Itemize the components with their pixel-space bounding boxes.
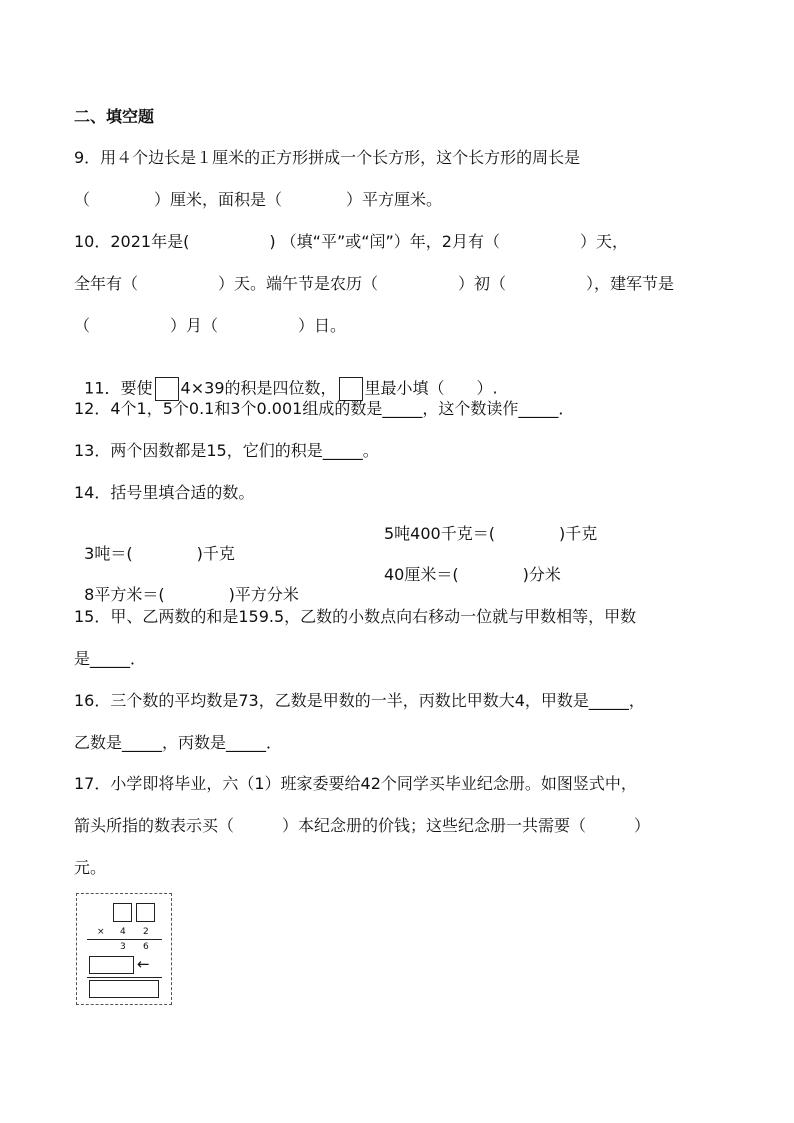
partial-product-digit: 3 xyxy=(120,942,126,952)
question-16-line-2: 乙数是_____，丙数是_____． xyxy=(74,733,283,752)
question-17-line-3: 元。 xyxy=(74,858,107,877)
sum-rule xyxy=(87,977,162,978)
question-16-line-1: 16．三个数的平均数是73，乙数是甲数的一半，丙数比甲数大4，甲数是_____， xyxy=(74,691,645,710)
partial-product-digit: 6 xyxy=(143,942,149,952)
section-heading: 二、填空题 xyxy=(74,107,155,126)
question-15-line-1: 15．甲、乙两数的和是159.5，乙数的小数点向右移动一位就与甲数相等，甲数 xyxy=(74,607,637,626)
conversion-right: 5吨400千克＝( )千克 xyxy=(384,524,598,543)
question-9-line-2: （ ）厘米，面积是（ ）平方厘米。 xyxy=(74,190,443,209)
question-13: 13．两个因数都是15，它们的积是_____。 xyxy=(74,441,379,460)
question-10-line-3: （ ）月（ ）日。 xyxy=(74,316,347,335)
multiplier-digit: 4 xyxy=(120,927,126,937)
digit-blank-box[interactable] xyxy=(155,377,179,401)
conversion-row xyxy=(74,524,714,563)
multiplier-digit: 2 xyxy=(143,927,149,937)
question-14: 14．括号里填合适的数。 xyxy=(74,483,255,502)
question-11 xyxy=(74,357,498,401)
multiplicand-digit-box[interactable] xyxy=(136,903,155,922)
question-17-line-2: 箭头所指的数表示买（ ）本纪念册的价钱；这些纪念册一共需要（ ） xyxy=(74,816,651,835)
question-11-prefix: 11．要使 xyxy=(84,378,153,398)
conversion-left: 3吨＝( )千克 xyxy=(84,544,235,563)
vertical-multiplication-figure xyxy=(76,893,172,1005)
question-17-line-1: 17．小学即将毕业，六（1）班家委要给42个同学买毕业纪念册。如图竖式中， xyxy=(74,774,637,793)
question-12: 12．4个1，5个0.1和3个0.001组成的数是_____，这个数读作_____． xyxy=(74,399,575,418)
conversion-left: 8平方米＝( )平方分米 xyxy=(84,585,299,604)
multiply-sign: × xyxy=(97,927,105,937)
product-rule xyxy=(87,939,162,940)
question-15-line-2: 是_____． xyxy=(74,649,147,668)
multiplicand-digit-box[interactable] xyxy=(113,903,132,922)
question-11-mid: 4×39的积是四位数， xyxy=(180,378,337,398)
question-10-line-2: 全年有（ ）天。端午节是农历（ ）初（ ），建军节是 xyxy=(74,274,675,293)
digit-blank-box[interactable] xyxy=(339,377,363,401)
conversion-right: 40厘米＝( )分米 xyxy=(384,565,561,584)
partial-product-box[interactable] xyxy=(89,956,134,974)
arrow-left-icon: ← xyxy=(137,955,150,973)
question-10-line-1: 10．2021年是( ) （填“平”或“闰”）年，2月有（ ）天， xyxy=(74,232,628,251)
question-9-line-1: 9．用４个边长是１厘米的正方形拼成一个长方形，这个长方形的周长是 xyxy=(74,148,581,167)
question-11-suffix: 里最小填（ ）. xyxy=(364,378,498,398)
conversion-row xyxy=(74,565,714,604)
final-product-box[interactable] xyxy=(89,980,159,998)
